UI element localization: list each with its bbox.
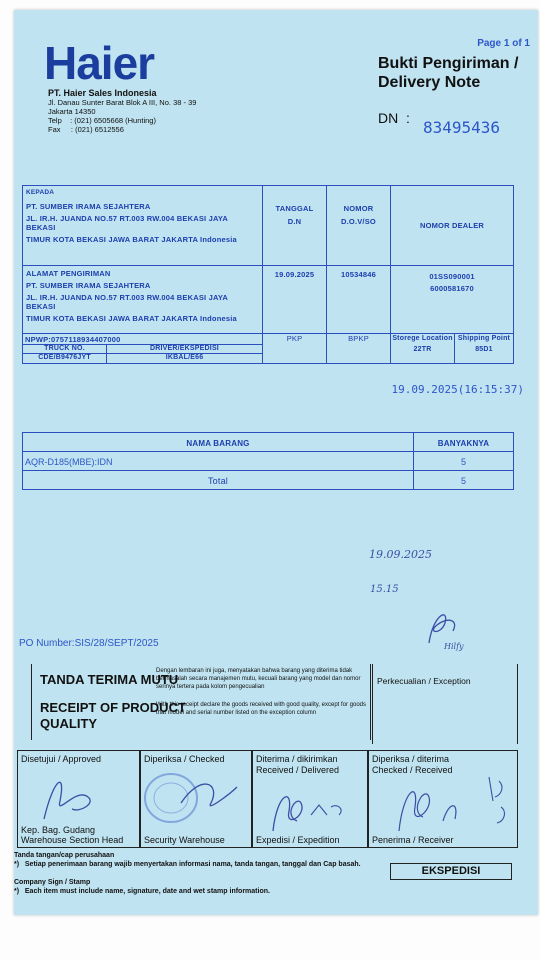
company-sign-label: Company Sign / Stamp xyxy=(14,879,91,886)
total-label-cell xyxy=(23,471,414,490)
checked-footer: Security Warehouse xyxy=(144,835,225,845)
warehouse-stamp-icon xyxy=(141,763,241,833)
handwritten-date: 19.09.2025 xyxy=(369,548,432,561)
item-qty-cell xyxy=(414,452,514,471)
recipient-address-1: JL. IR.H. JUANDA NO.57 RT.003 RW.004 BEKASI JAYA BEKASI xyxy=(26,214,228,232)
shipping-label: Shipping Point xyxy=(457,335,511,342)
nomor-value: 10534846 xyxy=(341,270,376,279)
handwritten-time: 15.15 xyxy=(370,584,399,595)
handwritten-name: Hilfy xyxy=(444,642,464,651)
driver-value: IKBAL/E66 xyxy=(165,354,204,361)
approved-sign-box xyxy=(17,750,140,848)
page-number: Page 1 of 1 xyxy=(477,38,530,49)
delivered-sign-box xyxy=(252,750,368,848)
company-stamp-note-id: Tanda tangan/cap perusahaan xyxy=(14,852,115,859)
table-row xyxy=(23,452,514,471)
item-name-cell xyxy=(23,452,414,471)
alamat-label: ALAMAT PENGIRIMAN xyxy=(26,269,111,278)
truck-label: TRUCK NO. xyxy=(23,345,107,353)
nomor-label: NOMOR xyxy=(343,204,374,213)
dealer-value-cell xyxy=(391,266,514,334)
company-phone: Telp : (021) 6505668 (Hunting) xyxy=(48,116,156,125)
receipt-text-en: With this receipt declare the goods received with good quality, except for goods that model and serial number listed on the exception column xyxy=(156,702,367,716)
banyaknya-label: BANYAKNYA xyxy=(437,439,490,448)
item-qty: 5 xyxy=(460,457,466,467)
ship-customer: PT. SUMBER IRAMA SEJAHTERA xyxy=(26,281,151,290)
tanggal-label: TANGGAL xyxy=(275,204,314,213)
bpkp-label: BPKP xyxy=(348,334,369,343)
dealer-header-cell xyxy=(391,186,514,266)
recipient-cell xyxy=(23,186,263,266)
received-label: Diperiksa / diterima Checked / Received xyxy=(372,754,453,775)
recipient-address-2: TIMUR KOTA BEKASI JAWA BARAT JAKARTA Indonesia xyxy=(26,235,237,244)
checked-label: Diperiksa / Checked xyxy=(144,754,225,764)
delivered-signature-icon xyxy=(267,785,357,835)
delivered-label: Diterima / dikirimkan Received / Delivered xyxy=(256,754,340,775)
delivery-note-sheet xyxy=(14,10,538,915)
received-footer: Penerima / Receiver xyxy=(372,835,454,845)
storage-cell xyxy=(391,334,455,364)
ship-address-cell xyxy=(23,266,263,334)
approved-signature-icon xyxy=(36,767,106,825)
exception-box xyxy=(372,664,518,744)
quality-receipt-box xyxy=(31,664,371,740)
pkp-cell xyxy=(263,334,327,364)
checked-sign-box xyxy=(140,750,252,848)
dealer-value-2: 6000581670 xyxy=(430,284,474,293)
truck-header-row xyxy=(23,345,262,354)
delivery-info-table xyxy=(22,185,514,364)
note-indonesian: *) Setiap penerimaan barang wajib menyertakan informasi nama, tanda tangan, tanggal dan Cap basah. xyxy=(14,861,361,868)
truck-value-row xyxy=(23,354,262,363)
company-address-2: Jakarta 14350 xyxy=(48,107,96,116)
ekspedisi-label: EKSPEDISI xyxy=(390,863,512,880)
doc-title-1: Bukti Pengiriman / xyxy=(378,55,519,72)
note-english: *) Each item must include name, signature, date and wet stamp information. xyxy=(14,888,270,895)
nomor-value-cell xyxy=(327,266,391,334)
doc-title-2: Delivery Note xyxy=(378,74,481,91)
driver-label: DRIVER/EKSPEDISI xyxy=(150,345,219,352)
tanggal-header-cell xyxy=(263,186,327,266)
receipt-text-id: Dengan lembaran ini juga, menyatakan bahwa barang yang diterima tidak bermasalah secara manajemen mutu, kecuali barang yang model dan nomor serinya tertera pada kolom pengecualian xyxy=(156,668,361,690)
tanggal-value-cell xyxy=(263,266,327,334)
dn-sub-label: D.N xyxy=(287,217,302,226)
ship-address-2: TIMUR KOTA BEKASI JAWA BARAT JAKARTA Indonesia xyxy=(26,314,237,323)
item-name-header xyxy=(23,433,414,452)
item-qty-header xyxy=(414,433,514,452)
items-table xyxy=(22,432,514,490)
haier-logo: Haier xyxy=(44,37,155,89)
receipt-title: RECEIPT OF PRODUCT xyxy=(40,700,186,715)
kepada-label: KEPADA xyxy=(26,189,55,196)
received-sign-box xyxy=(368,750,518,848)
dn-number: 83495436 xyxy=(423,118,501,137)
nomor-dealer-label: NOMOR DEALER xyxy=(419,221,485,230)
delivered-footer: Expedisi / Expedition xyxy=(256,835,340,845)
nomor-header-cell xyxy=(327,186,391,266)
company-fax: Fax : (021) 6512556 xyxy=(48,125,124,134)
total-value-cell xyxy=(414,471,514,490)
storage-value: 22TR xyxy=(413,346,432,353)
company-name: PT. Haier Sales Indonesia xyxy=(48,88,157,98)
company-address-1: Jl. Danau Sunter Barat Blok A III, No. 38 - 39 xyxy=(48,98,197,107)
print-timestamp: 19.09.2025(16:15:37) xyxy=(391,383,524,396)
approved-footer: Kep. Bag. Gudang Warehouse Section Head xyxy=(21,825,124,845)
tanggal-value: 19.09.2025 xyxy=(274,270,315,279)
item-name: AQR-D185(MBE):IDN xyxy=(25,457,113,467)
exception-label: Perkecualian / Exception xyxy=(377,676,471,686)
ship-address-1: JL. IR.H. JUANDA NO.57 RT.003 RW.004 BEKASI JAYA BEKASI xyxy=(26,293,228,311)
dn-label: DN : xyxy=(378,110,410,126)
quality-title: QUALITY xyxy=(40,716,98,731)
shipping-value: 85D1 xyxy=(475,346,493,353)
received-signature-icon xyxy=(389,771,515,839)
npwp: NPWP:0757118934407000 xyxy=(23,334,262,345)
npwp-truck-cell xyxy=(23,334,263,364)
shipping-cell xyxy=(455,334,514,364)
storage-label: Storege Location xyxy=(392,335,453,342)
truck-value: CDE/B9476JYT xyxy=(23,354,107,363)
recipient-name: PT. SUMBER IRAMA SEJAHTERA xyxy=(26,202,151,211)
total-label: Total xyxy=(207,476,228,486)
nama-barang-label: NAMA BARANG xyxy=(186,439,250,448)
pkp-label: PKP xyxy=(286,334,303,343)
approved-label: Disetujui / Approved xyxy=(21,754,102,764)
bpkp-cell xyxy=(327,334,391,364)
total-value: 5 xyxy=(460,476,466,486)
tanda-terima-title: TANDA TERIMA MUTU xyxy=(40,672,179,687)
dovso-label: D.O.V/SO xyxy=(341,217,376,226)
po-number: PO Number:SIS/28/SEPT/2025 xyxy=(19,638,159,649)
dealer-value-1: 01SS090001 xyxy=(429,272,475,281)
